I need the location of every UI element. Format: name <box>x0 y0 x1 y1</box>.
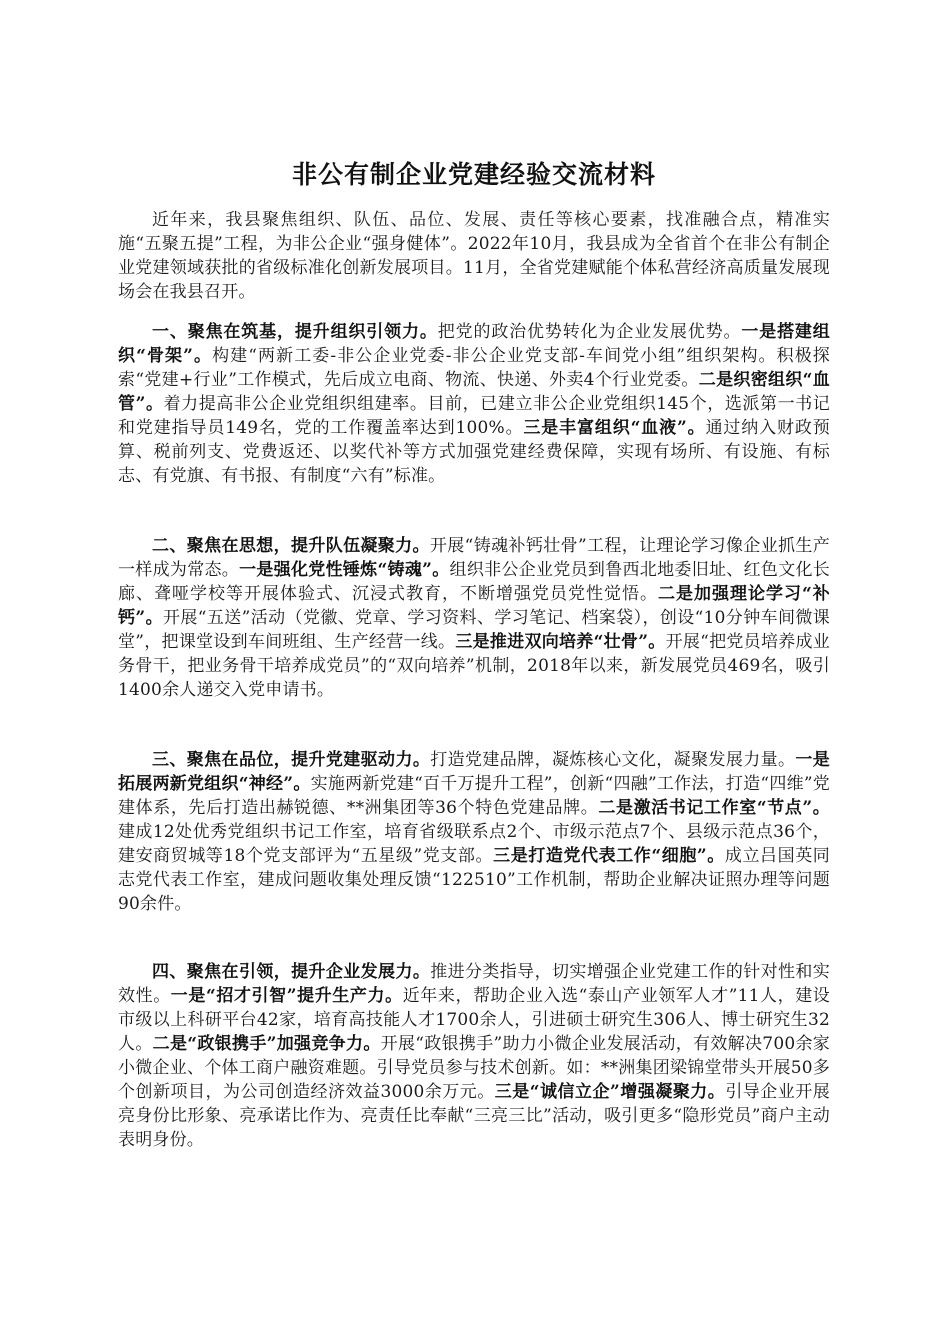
paragraph-text: 实施两新党建“百千万提升工程”，创新“四融”工作法，打造“四维”党建体系，先后打造出赫锐德、**洲集团等36个特色党建品牌。 <box>118 774 830 818</box>
subpoint-heading: 二是“政银携手”加强竞争力。 <box>152 1034 381 1054</box>
subpoint-heading: 三是打造党代表工作“细胞”。 <box>493 846 725 866</box>
document-title: 非公有制企业党建经验交流材料 <box>291 160 656 189</box>
subpoint-heading: 二是织密组织“血管”。 <box>118 370 830 414</box>
paragraph-text: 建成12处优秀党组织书记工作室，培育省级联系点2个、市级示范点7个、县级示范点36个，建安商贸城等18个党支部评为“五星级”党支部。 <box>118 822 830 866</box>
paragraph-text: 近年来，我县聚焦组织、队伍、品位、发展、责任等核心要素，找准融合点，精准实施“五聚五提”工程，为非公企业“强身健体”。2022年10月，我县成为全省首个在非公有制企业党建领域获批的省级标准化创新发展项目。11月，全省党建赋能个体私营经济高质量发展现场会在我县召开。 <box>118 210 830 302</box>
subpoint-heading: 三是推进双向培养“壮骨”。 <box>455 632 666 652</box>
paragraph-text: 组织非公企业党员到鲁西北地委旧址、红色文化长廊、聋哑学校等开展体验式、沉浸式教育，不断增强党员党性觉悟。 <box>118 560 830 604</box>
paragraph-section-4 <box>118 960 830 1152</box>
section-heading: 一、聚焦在筑基，提升组织引领力。 <box>152 322 438 342</box>
paragraph-text: 打造党建品牌，凝炼核心文化，凝聚发展力量。 <box>430 750 796 770</box>
paragraph-section-3 <box>118 748 830 916</box>
paragraph-text: 开展“把党员培养成业务骨干，把业务骨干培养成党员”的“双向培养”机制，2018年以来，新发展党员469名，吸引1400余人递交入党申请书。 <box>118 632 830 700</box>
paragraph-section-1 <box>118 320 830 488</box>
paragraph-text: 通过纳入财政预算、税前列支、党费返还、以奖代补等方式加强党建经费保障，实现有场所、有设施、有标志、有党旗、有书报、有制度“六有”标准。 <box>118 418 830 486</box>
paragraph-text: 成立吕国英同志党代表工作室，建成问题收集处理反馈“122510”工作机制，帮助企业解决证照办理等问题90余件。 <box>118 846 831 914</box>
paragraph-text: 把党的政治优势转化为企业发展优势。 <box>437 322 742 342</box>
paragraph-text: 引导企业开展亮身份比形象、亮承诺比作为、亮责任比奉献“三亮三比”活动，吸引更多“隐形党员”商户主动表明身份。 <box>118 1082 830 1150</box>
subpoint-heading: 一是搭建组织“骨架”。 <box>118 322 830 366</box>
section-heading: 二、聚焦在思想，提升队伍凝聚力。 <box>152 536 430 556</box>
paragraph-text: 推进分类指导，切实增强企业党建工作的针对性和实效性。 <box>118 962 830 1006</box>
paragraph-text: 开展“政银携手”助力小微企业发展活动，有效解决700余家小微企业、个体工商户融资难题。引导党员参与技术创新。如：**洲集团梁锦堂带头开展50多个创新项目，为公司创造经济效益3000余万元。 <box>118 1034 830 1102</box>
subpoint-heading: 一是拓展两新党组织“神经”。 <box>118 750 830 794</box>
subpoint-heading: 二是激活书记工作室“节点”。 <box>598 798 830 818</box>
paragraph-text: 着力提高非公企业党组织组建率。目前，已建立非公企业党组织145个，选派第一书记和党建指导员149名，党的工作覆盖率达到100%。 <box>118 394 830 438</box>
paragraph-text: 开展“五送”活动（党徽、党章、学习资料、学习笔记、档案袋），创设“10分钟车间微课堂”，把课堂设到车间班组、生产经营一线。 <box>118 608 830 652</box>
section-heading: 四、聚焦在引领，提升企业发展力。 <box>152 962 431 982</box>
paragraph-text: 开展“铸魂补钙壮骨”工程，让理论学习像企业抓生产一样成为常态。 <box>118 536 831 580</box>
subpoint-heading: 三是丰富组织“血液”。 <box>523 418 706 438</box>
subpoint-heading: 一是“招才引智”提升生产力。 <box>170 986 403 1006</box>
subpoint-heading: 三是“诚信立企”增强凝聚力。 <box>494 1082 726 1102</box>
paragraph-intro <box>118 208 830 304</box>
paragraph-section-2 <box>118 534 830 702</box>
subpoint-heading: 一是强化党性锤炼“铸魂”。 <box>239 560 450 580</box>
section-heading: 三、聚焦在品位，提升党建驱动力。 <box>152 750 431 770</box>
paragraph-text: 构建“两新工委-非公企业党委-非公企业党支部-车间党小组”组织架构。积极探索“党建+行业”工作模式，先后成立电商、物流、快递、外卖4个行业党委。 <box>118 346 830 390</box>
paragraph-text: 近年来，帮助企业入选“泰山产业领军人才”11人，建设市级以上科研平台42家，培育高技能人才1700余人，引进硕士研究生306人、博士研究生32人。 <box>118 986 830 1054</box>
subpoint-heading: 二是加强理论学习“补钙”。 <box>118 584 830 628</box>
